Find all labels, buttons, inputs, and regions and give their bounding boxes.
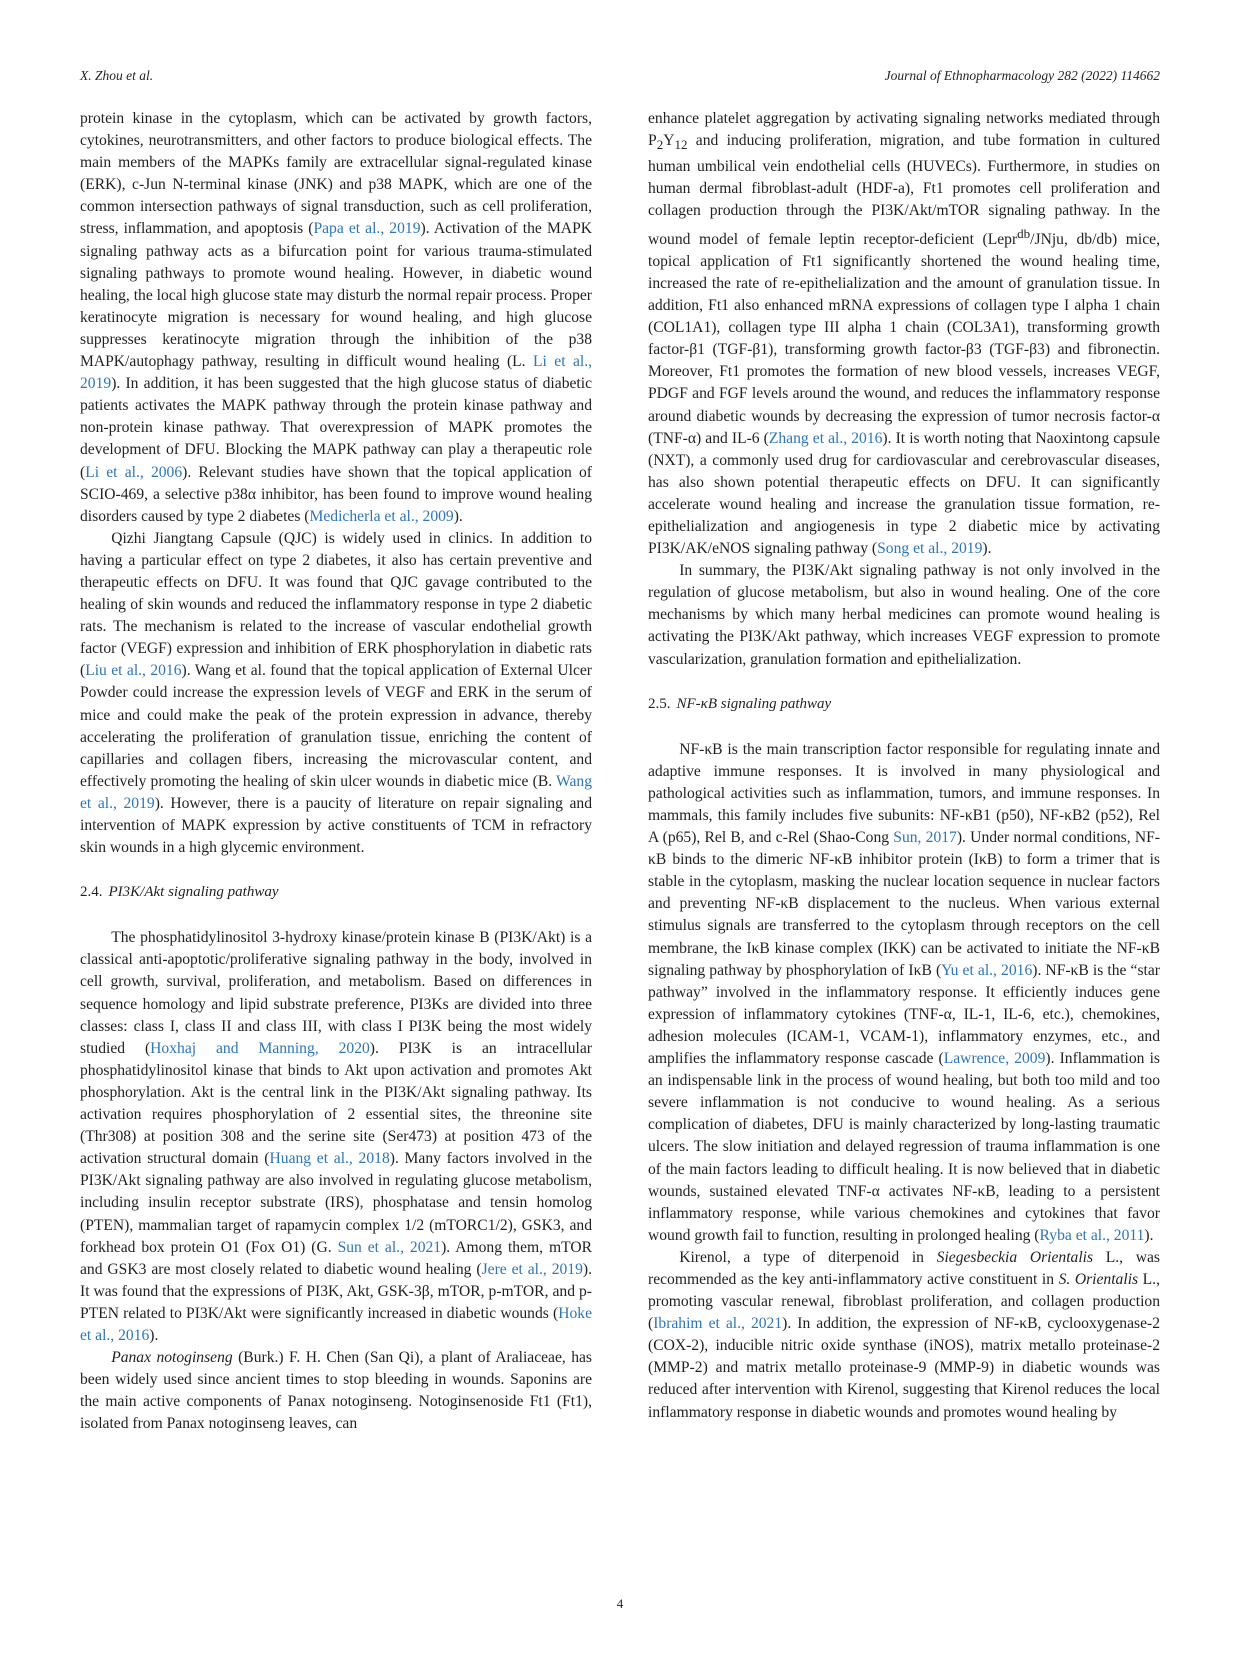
citation-link[interactable]: Song et al., 2019	[877, 540, 983, 558]
paragraph-mapk-continued: protein kinase in the cytoplasm, which can be activated by growth factors, cytokines, neurotransmitters, and other factors to produce biological effects. The main members of the MAPKs family are extracellular signal-regulated kinase (ERK), c-Jun N-terminal kinase (JNK) and p38 MAPK, which are one of the common intersection pathways of signal transduction, such as cell proliferation, stress, inflammation, and apoptosis (Papa et al., 2019). Activation of the MAPK signaling pathway acts as a bifurcation point for various trauma-stimulated signaling pathways to promote wound healing. However, in diabetic wound healing, the local high glucose state may disturb the normal repair process. Proper keratinocyte migration is necessary for wound healing, and high glucose suppresses keratinocyte migration through the inhibition of the p38 MAPK/autophagy pathway, resulting in difficult wound healing (L. Li et al., 2019). In addition, it has been suggested that the high glucose status of diabetic patients activates the MAPK pathway through the protein kinase pathway and non-protein kinase pathway. That overexpression of MAPK promotes the development of DFU. Blocking the MAPK pathway can play a therapeutic role (Li et al., 2006). Relevant studies have shown that the topical application of SCIO-469, a selective p38α inhibitor, has been found to improve wound healing disorders caused by type 2 diabetes (Medicherla et al., 2009).	[80, 110, 593, 525]
citation-link[interactable]: Papa et al., 2019	[313, 220, 421, 238]
section-heading-2-4: 2.4. PI3K/Akt signaling pathway	[80, 884, 279, 901]
page-number: 4	[616, 1596, 624, 1611]
citation-link[interactable]: Hoke et al., 2016	[80, 1304, 592, 1344]
section-heading-2-5: 2.5. NF-κB signaling pathway	[648, 695, 832, 712]
paragraph-qjc: Qizhi Jiangtang Capsule (QJC) is widely used in clinics. In addition to having a particular effect on type 2 diabetes, it also has certain preventive and therapeutic effects on DFU. It was found that QJC gavage contributed to the healing of skin wounds and reduced the inflammatory response in type 2 diabetic rats. The mechanism is related to the increase of vascular endothelial growth factor (VEGF) expression and inhibition of ERK phosphorylation in diabetic rats (Liu et al., 2016). Wang et al. found that the topical application of External Ulcer Powder could increase the expression levels of VEGF and ERK in the serum of mice and could make the peak of the protein expression in advance, thereby accelerating the proliferation of granulation tissue, enriching the content of capillaries and collagen fibers, increasing the microvascular content, and effectively promoting the healing of skin ulcer wounds in diabetic mice (B. Wang et al., 2019). However, there is a paucity of literature on repair signaling and intervention of MAPK expression by active constituents of TCM in refractory skin wounds in a high glycemic environment.	[80, 529, 592, 857]
citation-link[interactable]: Lawrence, 2009	[943, 1050, 1046, 1068]
citation-link[interactable]: Ibrahim et al., 2021	[653, 1315, 783, 1333]
right-column	[648, 108, 1160, 1424]
citation-link[interactable]: Wang et al., 2019	[80, 772, 592, 812]
citation-link[interactable]: Ryba et al., 2011	[1039, 1226, 1145, 1244]
citation-link[interactable]: Sun, 2017	[893, 829, 957, 847]
citation-link[interactable]: Zhang et al., 2016	[768, 429, 883, 447]
paragraph-summary: In summary, the PI3K/Akt signaling pathway is not only involved in the regulation of glucose metabolism, but also in wound healing. One of the core mechanisms by which many herbal medicines can promote wound healing is activating the PI3K/Akt pathway, which increases VEGF expression to promote vascularization, granulation formation and epithelialization.	[648, 562, 1160, 668]
paragraph-kirenol: Kirenol, a type of diterpenoid in Siegesbeckia Orientalis L., was recommended as the key anti-inflammatory active constituent in S. Orientalis L., promoting vascular renewal, fibroblast proliferation, and collagen production (Ibrahim et al., 2021). In addition, the expression of NF-κB, cyclooxygenase-2 (COX-2), inducible nitric oxide synthase (iNOS), matrix metallo proteinase-2 (MMP-2) and matrix metallo proteinase-9 (MMP-9) in diabetic wounds was reduced after intervention with Kirenol, suggesting that Kirenol reduces the local inflammatory response in diabetic wounds and promotes wound healing by	[648, 1248, 1161, 1421]
citation-link[interactable]: Jere et al., 2019	[481, 1260, 583, 1278]
citation-link[interactable]: Li et al., 2019	[80, 353, 592, 393]
left-column	[80, 108, 592, 1435]
citation-link[interactable]: Hoxhaj and Manning, 2020	[150, 1039, 370, 1057]
citation-link[interactable]: Huang et al., 2018	[269, 1150, 390, 1168]
citation-link[interactable]: Li et al., 2006	[85, 463, 183, 481]
paragraph-nf-kb: NF-κB is the main transcription factor responsible for regulating innate and adaptive immune responses. It is involved in many physiological and pathological activities such as inflammation, tumors, and immune responses. In mammals, this family includes five subunits: NF-κB1 (p50), NF-κB2 (p52), Rel A (p65), Rel B, and c-Rel (Shao-Cong Sun, 2017). Under normal conditions, NF-κB binds to the dimeric NF-κB inhibitor protein (IκB) to form a trimer that is stable in the cytoplasm, masking the nuclear location sequence in nuclear factors and preventing NF-κB displacement to the nucleus. When various external stimulus signals are transferred to the cytoplasm through receptors on the cell membrane, the IκB kinase complex (IKK) can be activated to initiate the NF-κB signaling pathway by phosphorylation of IκB (Yu et al., 2016). NF-κB is the “star pathway” involved in the inflammatory response. It efficiently induces gene expression of inflammatory cytokines (TNF-α, IL-1, IL-6, etc.), chemokines, adhesion molecules (ICAM-1, VCAM-1), inflammatory enzymes, etc., and amplifies the inflammatory response cascade (Lawrence, 2009). Inflammation is an indispensable link in the process of wound healing, but both too mild and too severe inflammation is not conducive to wound healing. As a serious complication of diabetes, DFU is mainly characterized by long-lasting traumatic ulcers. The slow initiation and delayed regression of trauma inflammation is one of the main factors leading to difficult healing. It is now believed that in diabetic wounds, sustained elevated TNF-α activates NF-κB, leading to a persistent inflammatory response, while various chemokines and cytokines that favor wound growth fail to function, resulting in prolonged healing (Ryba et al., 2011).	[648, 740, 1160, 1244]
citation-link[interactable]: Sun et al., 2021	[337, 1238, 442, 1256]
paragraph-panax-notoginseng: Panax notoginseng (Burk.) F. H. Chen (San Qi), a plant of Araliaceae, has been widely used since ancient times to stop bleeding in wounds. Saponins are the main active components of Panax notoginseng. Notoginsenoside Ft1 (Ft1), isolated from Panax notoginseng leaves, can	[80, 1349, 592, 1433]
paragraph-pi3k-akt: The phosphatidylinositol 3-hydroxy kinase/protein kinase B (PI3K/Akt) is a classical anti-apoptotic/proliferative signaling pathway in the body, involved in cell growth, survival, proliferation, and metabolism. Based on differences in sequence homology and lipid substrate preference, PI3Ks are divided into three classes: class I, class II and class III, with class I PI3K being the most widely studied (Hoxhaj and Manning, 2020). PI3K is an intracellular phosphatidylinositol kinase that binds to Akt upon activation and promotes Akt phosphorylation. Akt is the central link in the PI3K/Akt signaling pathway. Its activation requires phosphorylation of 2 essential sites, the threonine site (Thr308) at position 308 and the serine site (Ser473) at position 473 of the activation structural domain (Huang et al., 2018). Many factors involved in the PI3K/Akt signaling pathway are also involved in regulating glucose metabolism, including insulin receptor substrate (IRS), phosphatase and tensin homolog (PTEN), mammalian target of rapamycin complex 1/2 (mTORC1/2), GSK3, and forkhead box protein O1 (Fox O1) (G. Sun et al., 2021). Among them, mTOR and GSK3 are most closely related to diabetic wound healing (Jere et al., 2019). It was found that the expressions of PI3K, Akt, GSK-3β, mTOR, p-mTOR, and p-PTEN related to PI3K/Akt were significantly increased in diabetic wounds (Hoke et al., 2016).	[80, 929, 593, 1344]
citation-link[interactable]: Medicherla et al., 2009	[309, 507, 454, 525]
citation-link[interactable]: Liu et al., 2016	[85, 662, 182, 680]
paragraph-ft1-continued: enhance platelet aggregation by activating signaling networks mediated through $P_2Y_{12}$ and inducing proliferation, migration, and tube formation in cultured human umbilical vein endothelial cells (HUVECs). Furthermore, in studies on human dermal fibroblast-adult (HDF-a), Ft1 promotes cell proliferation and collagen production through the PI3K/Akt/mTOR signaling pathway. In the wound model of female leptin receptor-deficient (Lepr$^{db}$/JNju, db/db) mice, topical application of Ft1 significantly shortened the wound healing time, increased the rate of re-epithelialization and the amount of granulation tissue. In addition, Ft1 also enhanced mRNA expressions of collagen type I alpha 1 chain (COL1A1), collagen type III alpha 1 chain (COL3A1), transforming growth factor-β1 (TGF-β1), transforming growth factor-β3 (TGF-β3) and fibronectin. Moreover, Ft1 promotes the formation of new blood vessels, increases VEGF, PDGF and FGF levels around the wound, and reduces the inflammatory response around diabetic wounds by decreasing the expression of tumor necrosis factor-α (TNF-α) and IL-6 (Zhang et al., 2016). It is worth noting that Naoxintong capsule (NXT), a commonly used drug for cardiovascular and cerebrovascular diseases, has also shown potential therapeutic effects on DFU. It can significantly accelerate wound healing and increase the granulation tissue formation, re-epithelialization and angiogenesis in type 2 diabetic mice by activating PI3K/AK/eNOS signaling pathway (Song et al., 2019).	[648, 110, 1161, 558]
running-header-authors: X. Zhou et al.	[80, 68, 154, 83]
running-header-journal: Journal of Ethnopharmacology 282 (2022) 114662	[884, 68, 1160, 83]
citation-link[interactable]: Yu et al., 2016	[941, 961, 1033, 979]
